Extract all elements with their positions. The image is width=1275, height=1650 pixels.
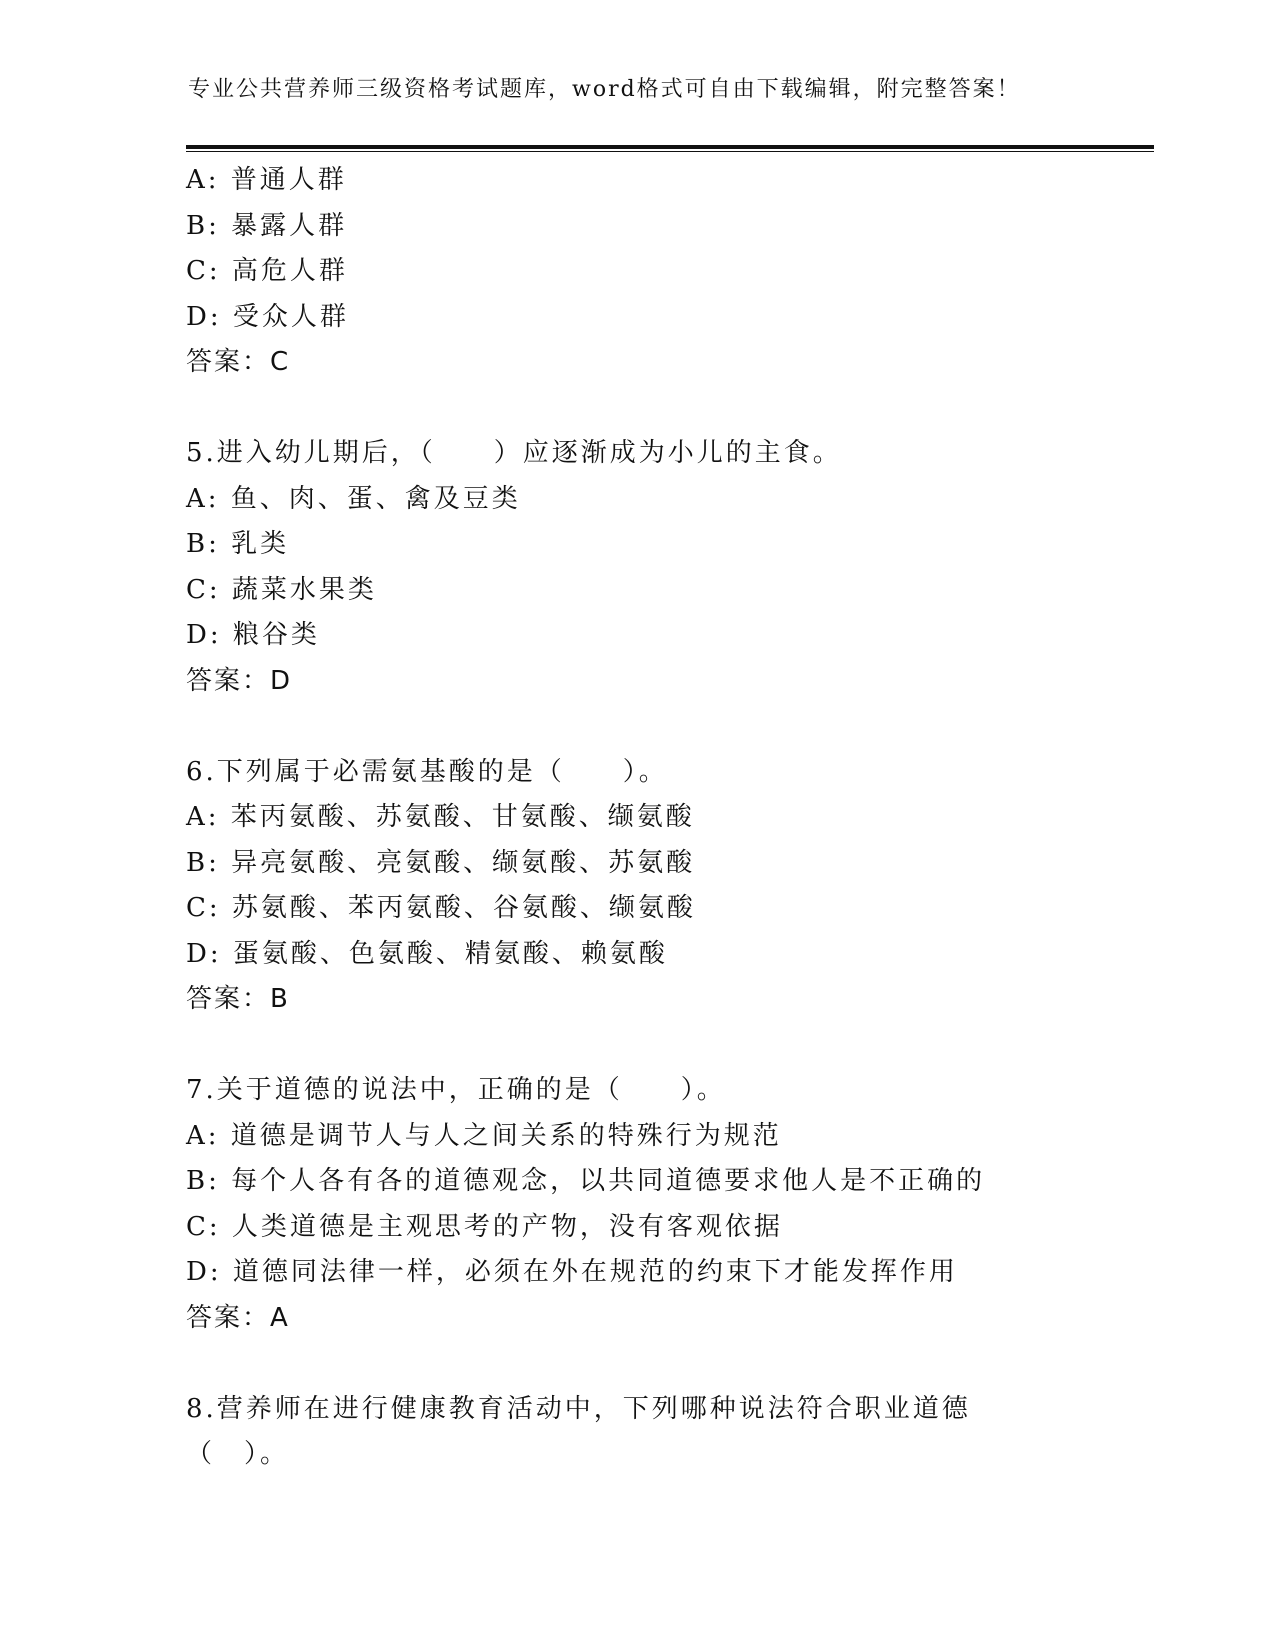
option-d: D: 道德同法律一样，必须在外在规范的约束下才能发挥作用	[186, 1257, 958, 1287]
answer: 答案：C	[186, 347, 291, 377]
option-d: D: 蛋氨酸、色氨酸、精氨酸、赖氨酸	[186, 938, 668, 969]
option-a: A: 鱼、肉、蛋、禽及豆类	[186, 483, 521, 514]
option-b: B: 暴露人群	[186, 210, 348, 241]
question-stem: 8.营养师在进行健康教育活动中，下列哪种说法符合职业道德（ ）。	[186, 1393, 971, 1469]
spacer	[186, 1341, 1154, 1387]
option-c: C: 人类道德是主观思考的产物，没有客观依据	[186, 1211, 783, 1242]
option-b: B: 异亮氨酸、亮氨酸、缬氨酸、苏氨酸	[186, 847, 696, 878]
option-b: B: 每个人各有各的道德观念，以共同道德要求他人是不正确的	[186, 1166, 986, 1196]
option-d: D: 受众人群	[186, 301, 349, 332]
option-c: C: 高危人群	[186, 256, 348, 286]
option-d: D: 粮谷类	[186, 620, 320, 650]
header-divider-thick	[186, 145, 1154, 149]
question-stem: 6.下列属于必需氨基酸的是（ ）。	[186, 756, 668, 787]
question-6	[186, 750, 1154, 1023]
option-a: A: 苯丙氨酸、苏氨酸、甘氨酸、缬氨酸	[186, 802, 695, 832]
header-divider-thin	[186, 151, 1154, 152]
option-a: A: 道德是调节人与人之间关系的特殊行为规范	[186, 1120, 782, 1151]
question-4	[186, 158, 1154, 386]
question-5	[186, 431, 1154, 704]
answer: 答案：B	[186, 984, 290, 1014]
question-8	[186, 1387, 1154, 1478]
option-b: B: 乳类	[186, 529, 290, 559]
question-7	[186, 1068, 1154, 1341]
spacer	[186, 1023, 1154, 1069]
answer: 答案：A	[186, 1302, 290, 1333]
option-a: A: 普通人群	[186, 165, 347, 195]
page-header: 专业公共营养师三级资格考试题库，word格式可自由下载编辑，附完整答案！	[188, 77, 1021, 102]
answer: 答案：D	[186, 665, 293, 696]
question-stem: 7.关于道德的说法中，正确的是（ ）。	[186, 1075, 726, 1105]
spacer	[186, 386, 1154, 432]
option-c: C: 苏氨酸、苯丙氨酸、谷氨酸、缬氨酸	[186, 893, 696, 923]
question-stem: 5.进入幼儿期后，（ ）应逐渐成为小儿的主食。	[186, 438, 842, 468]
question-list	[186, 158, 1154, 1478]
option-c: C: 蔬菜水果类	[186, 574, 377, 605]
spacer	[186, 704, 1154, 750]
